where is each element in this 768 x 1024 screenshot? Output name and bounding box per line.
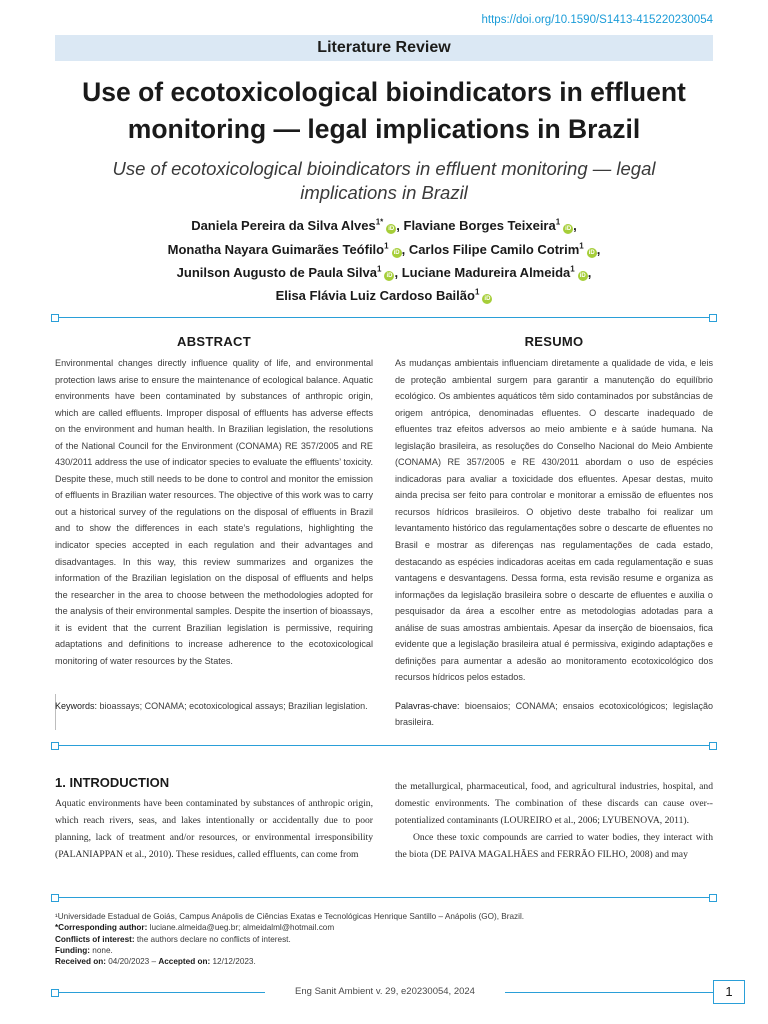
abstract-heading: ABSTRACT — [177, 334, 251, 349]
footnotes — [55, 911, 713, 967]
abstract-text: Environmental changes directly influence quality of life, and environmental protection laws arise to ensure the maintenance of ecological balance. Aquatic environments have been contaminated by substances of anthropic origin, which are called effluents. Improper disposal of effluents has adverse effects on the environment and human health. In Brazilian legislation, the resolutions of the National Council for the Environment (CONAMA) RE 357/2005 and RE 430/2011 address the use of indicator species to evaluate the effluents’ toxicity. Despite these, much still needs to be done to control and monitor the emission of effluents in Brazilian water resources. The objective of this work was to carry out a historical survey of the regulations on the disposal of effluents in Brazil and to show the differences in each state’s regulations, highlighting the indicator species accepted in each regulation and their advantages and disadvantages. In this way, this review summarizes and organizes the information of the Brazilian legislation on the disposal of effluents and helps the researcher in the area to choose between the methodologies adopted for the analysis of their environmental samples. Despite the insertion of bioassays, it is evident that the current Brazilian legislation is permissive, requiring adaptations and definitions to increase adherence to the ecotoxicological monitoring of water resources by the States. — [55, 358, 373, 666]
resumo-section — [395, 334, 713, 686]
author-name: Monatha Nayara Guimarães Teófilo$^1$iD , — [167, 241, 409, 257]
author-name: Elisa Flávia Luiz Cardoso Bailão$^1$iD — [275, 287, 491, 304]
footer-rule-right — [505, 992, 713, 993]
palavras-chave-label: Palavras-chave: — [395, 701, 460, 711]
orcid-icon[interactable]: iD — [565, 226, 572, 233]
divider-footnotes — [55, 897, 713, 898]
author-list — [80, 213, 688, 306]
footer-citation: Eng Sanit Ambient v. 29, e20230054, 2024 — [295, 986, 475, 997]
doi-link[interactable]: https://doi.org/10.1590/S1413-415220230054 — [481, 14, 713, 26]
author-name: Daniela Pereira da Silva Alves$^{1*}$iD , — [191, 218, 404, 234]
page-number: 1 — [713, 980, 745, 1004]
author-name: Carlos Filipe Camilo Cotrim$^1$iD , — [408, 241, 601, 257]
corresponding-email[interactable]: luciane.almeida@ueg.br; almeidalml@hotmail.com — [149, 923, 335, 933]
intro-text-left — [55, 795, 373, 863]
section-label-banner: Literature Review — [55, 35, 713, 61]
author-name: Luciane Madureira Almeida$^1$iD , — [401, 264, 592, 280]
abstract-section — [55, 334, 373, 669]
footer-rule-left — [55, 992, 265, 993]
orcid-icon[interactable]: iD — [386, 272, 393, 279]
keywords — [55, 698, 373, 714]
funding-note: Funding: none. — [55, 945, 113, 955]
orcid-icon[interactable]: iD — [588, 249, 595, 256]
intro-text-right — [395, 778, 713, 863]
dates-note: Received on: 04/20/2023 – Accepted on: 12/12/2023. — [55, 957, 256, 967]
article-title: Use of ecotoxicological bioindicators in effluent monitoring — legal implications in Brazil — [82, 77, 686, 144]
intro-paragraph: Aquatic environments have been contaminated by substances of anthropic origin, which reach rivers, seas, and lakes intentionally or accidentally due to poor planning, lack of treatment and/or resources, or environmental irresponsibility (PALANIAPPAN et al., 2010). These residues, called effluents, can come from — [55, 798, 373, 860]
corresponding-author-note: *Corresponding author: luciane.almeida@ueg.br; almeidalml@hotmail.com — [55, 923, 335, 933]
article-title-alternate: Use of ecotoxicological bioindicators in effluent monitoring — legal implications in Brazil — [112, 158, 656, 203]
orcid-icon[interactable]: iD — [388, 226, 395, 233]
resumo-text: As mudanças ambientais influenciam diretamente a qualidade de vida, e leis de proteção ambiental surgem para garantir a manutenção do equilíbrio ecológico. Os ambientes aquáticos têm sido contaminados por substâncias de origem antrópica, denominadas efluentes. O descarte inadequado de efluentes traz efeitos adversos ao meio ambiente e à saúde humana. Na legislação brasileira, as resoluções do Conselho Nacional do Meio Ambiente (CONAMA) RE 357/2005 e RE 430/2011 abordam o uso de espécies indicadoras para avaliar a toxicidade dos efluentes. Apesar destas, muito ainda precisa ser feito para controlar e monitorar a emissão de efluentes nos recursos hídricos brasileiros. O objetivo deste trabalho foi realizar um levantamento histórico das regulamentações sobre o descarte de efluentes no Brasil e mostrar as diferenças nas regulamentações de cada estado, destacando as espécies indicadoras aceitas em cada regulamentação e suas vantagens e desvantagens. Dessa forma, esta revisão resume e organiza as informações da legislação brasileira sobre o descarte de efluentes e auxilia o pesquisador da área a escolher entre as metodologias adotadas para a análise de suas amostras ambientais. Apesar da inserção de bioensaios, fica evidente que a legislação brasileira atual é permissiva, exigindo adaptações e definições para aumentar a adesão ao monitoramento ecotoxicológico dos recursos hídricos pelos estados. — [395, 358, 713, 683]
affiliation-note: ¹Universidade Estadual de Goiás, Campus Anápolis de Ciências Exatas e Tecnológicas Henrique Santillo – Anápolis (GO), Brazil. — [55, 912, 525, 921]
keywords-text: bioassays; CONAMA; ecotoxicological assays; Brazilian legislation. — [99, 701, 368, 711]
keywords-label: Keywords: — [55, 701, 98, 711]
orcid-icon[interactable]: iD — [484, 296, 491, 303]
orcid-icon[interactable]: iD — [579, 272, 586, 279]
palavras-chave — [395, 698, 713, 730]
palavras-chave-text: bioensaios; CONAMA; ensaios ecotoxicológicos; legislação brasileira. — [395, 701, 713, 727]
intro-paragraph: Once these toxic compounds are carried to water bodies, they interact with the biota (DE PAIVA MAGALHÃES and FERRÃO FILHO, 2008) and may — [395, 832, 713, 860]
divider-top — [55, 317, 713, 318]
divider-middle — [55, 745, 713, 746]
section-heading-introduction: 1. INTRODUCTION — [55, 775, 170, 790]
intro-paragraph: the metallurgical, pharmaceutical, food, and agricultural industries, hospital, and domestic environments. The combination of these discards can cause over--potentialized contaminants (LOUREIRO et al., 2006; LYUBENOVA, 2011). — [395, 781, 713, 826]
orcid-icon[interactable]: iD — [393, 249, 400, 256]
author-name: Flaviane Borges Teixeira$^1$iD , — [403, 218, 577, 234]
conflicts-note: Conflicts of interest: the authors declare no conflicts of interest. — [55, 934, 291, 944]
author-name: Junilson Augusto de Paula Silva$^1$iD , — [176, 264, 402, 280]
resumo-heading: RESUMO — [524, 334, 584, 349]
